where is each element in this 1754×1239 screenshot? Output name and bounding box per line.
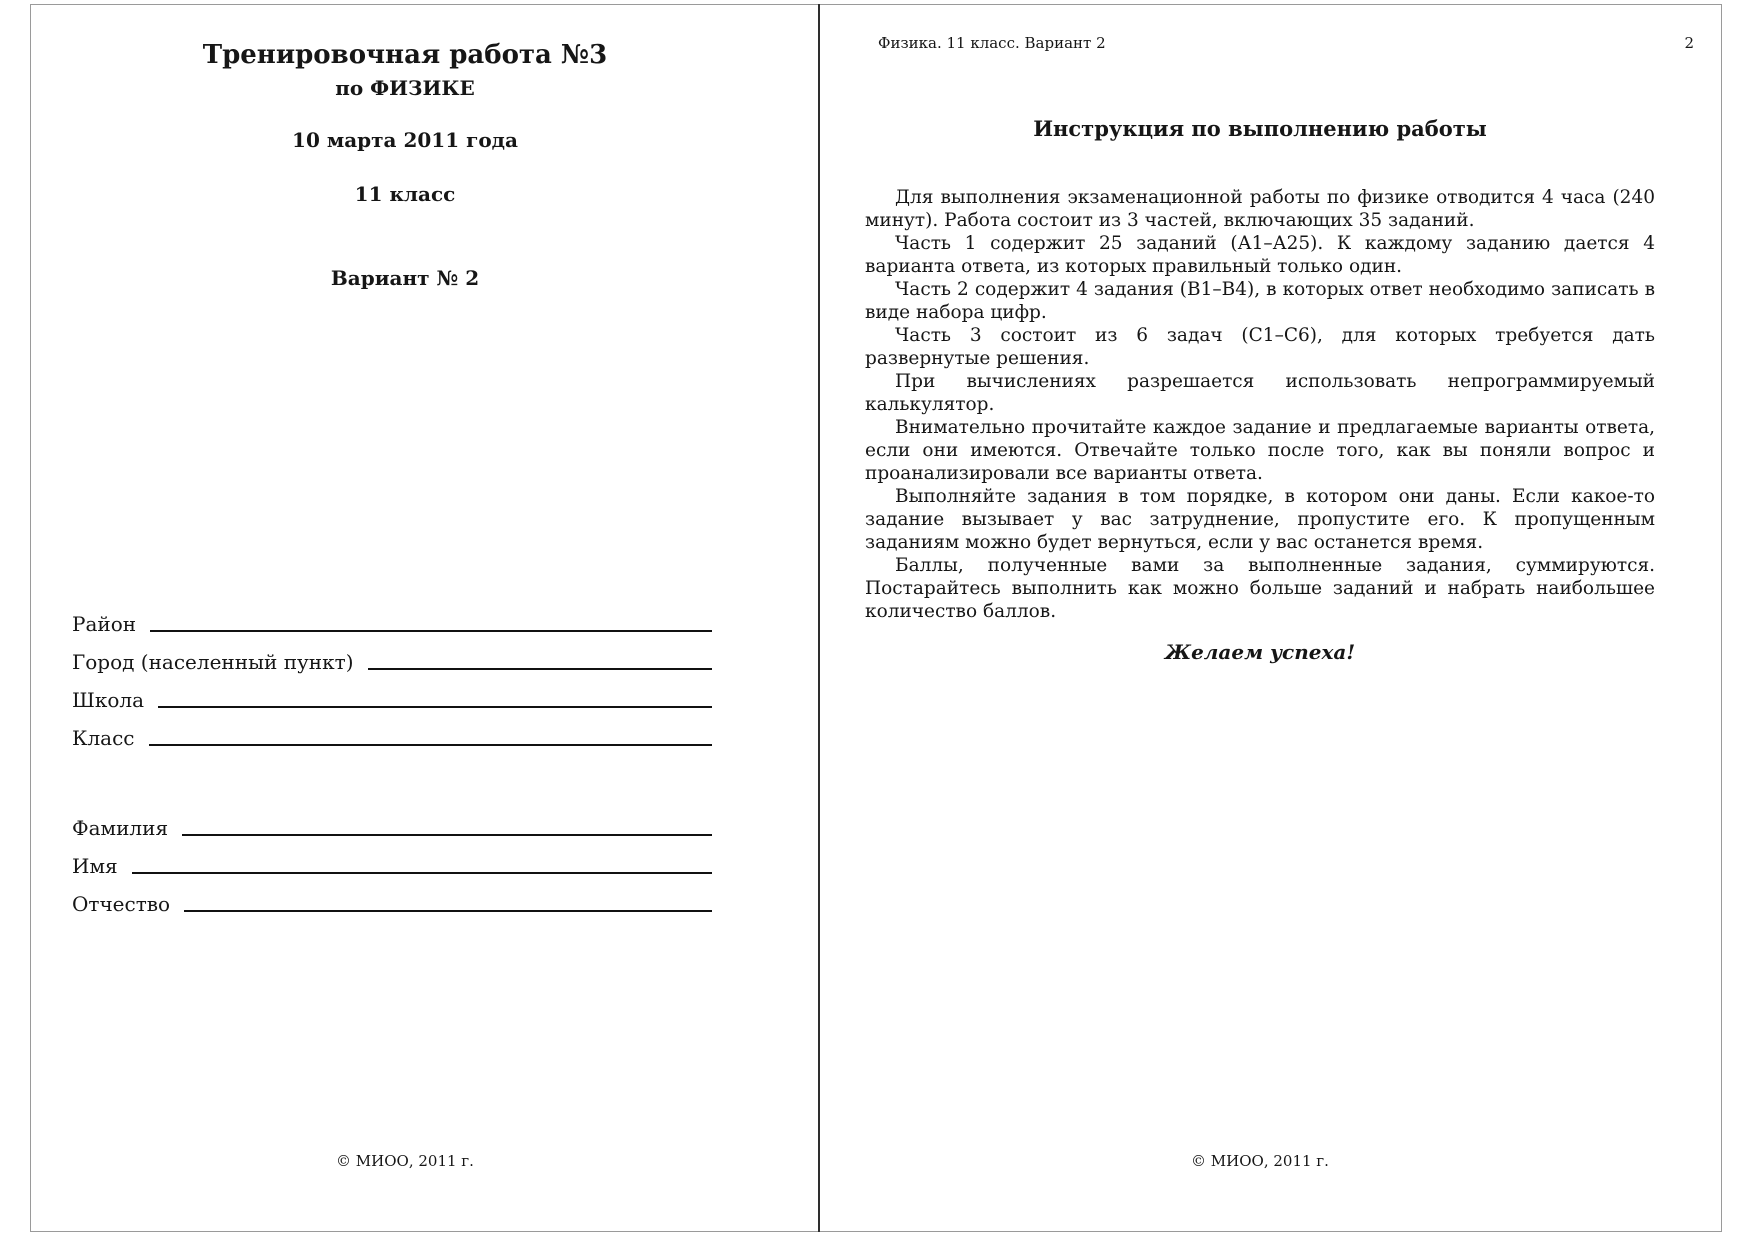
write-in-line xyxy=(150,630,712,632)
instructions-paragraph: При вычислениях разрешается использовать непрограммируемый калькулятор. xyxy=(865,371,1655,415)
write-in-line xyxy=(184,910,712,912)
field-rayon-label: Район xyxy=(72,612,137,636)
work-grade: 11 класс xyxy=(354,182,456,206)
field-shkola xyxy=(72,674,712,712)
field-familiya xyxy=(72,802,712,840)
copyright-footer: © МИОО, 2011 г. xyxy=(1191,1152,1329,1170)
instructions-paragraph: Выполняйте задания в том порядке, в котором они даны. Если какое-то задание вызывает у вас затруднение, пропустите его. К пропущенным заданиям можно будет вернуться, если у вас останется время. xyxy=(865,486,1655,553)
instructions-paragraph: Баллы, полученные вами за выполненные задания, суммируются. Постарайтесь выполнить как можно больше заданий и набрать наибольшее количество баллов. xyxy=(865,555,1655,622)
work-title: Тренировочная работа №3 xyxy=(202,40,608,70)
write-in-line xyxy=(182,834,712,836)
field-rayon xyxy=(72,598,712,636)
work-variant: Вариант № 2 xyxy=(330,266,480,290)
field-gorod xyxy=(72,636,712,674)
instructions-paragraph: Для выполнения экзаменационной работы по физике отводится 4 часа (240 минут). Работа состоит из 3 частей, включающих 35 заданий. xyxy=(865,187,1655,231)
field-klass-label: Класс xyxy=(72,726,135,750)
instructions-paragraph: Часть 3 состоит из 6 задач (С1–С6), для которых требуется дать развернутые решения. xyxy=(865,325,1655,369)
field-imya-label: Имя xyxy=(72,854,118,878)
location-fields xyxy=(72,598,712,750)
write-in-line xyxy=(158,706,712,708)
field-shkola-label: Школа xyxy=(72,688,144,712)
instructions-paragraph: Часть 2 содержит 4 задания (В1–В4), в которых ответ необходимо записать в виде набора цифр. xyxy=(865,279,1655,323)
work-date: 10 марта 2011 года xyxy=(292,128,518,152)
write-in-line xyxy=(132,872,712,874)
instructions-body xyxy=(865,186,1655,664)
cover-page xyxy=(30,4,818,1232)
closing-wish: Желаем успеха! xyxy=(1164,640,1356,664)
copyright-footer: © МИОО, 2011 г. xyxy=(336,1152,474,1170)
instructions-page xyxy=(820,4,1722,1232)
work-subject: по ФИЗИКЕ xyxy=(335,76,475,100)
field-familiya-label: Фамилия xyxy=(72,816,169,840)
person-fields xyxy=(72,802,712,916)
page-number: 2 xyxy=(1684,34,1694,52)
instructions-paragraph: Часть 1 содержит 25 заданий (А1–А25). К каждому заданию дается 4 варианта ответа, из которых правильный только один. xyxy=(865,233,1655,277)
instructions-title: Инструкция по выполнению работы xyxy=(1033,116,1487,141)
instructions-paragraph: Внимательно прочитайте каждое задание и предлагаемые варианты ответа, если они имеются. Отвечайте только после того, как вы поняли вопрос и проанализировали все варианты ответа. xyxy=(865,417,1655,484)
write-in-line xyxy=(368,668,713,670)
field-klass xyxy=(72,712,712,750)
field-otchestvo xyxy=(72,878,712,916)
field-gorod-label: Город (населенный пункт) xyxy=(72,650,354,674)
field-imya xyxy=(72,840,712,878)
field-otchestvo-label: Отчество xyxy=(72,892,171,916)
running-head-title: Физика. 11 класс. Вариант 2 xyxy=(878,34,1106,52)
write-in-line xyxy=(149,744,712,746)
running-head xyxy=(878,34,1694,52)
